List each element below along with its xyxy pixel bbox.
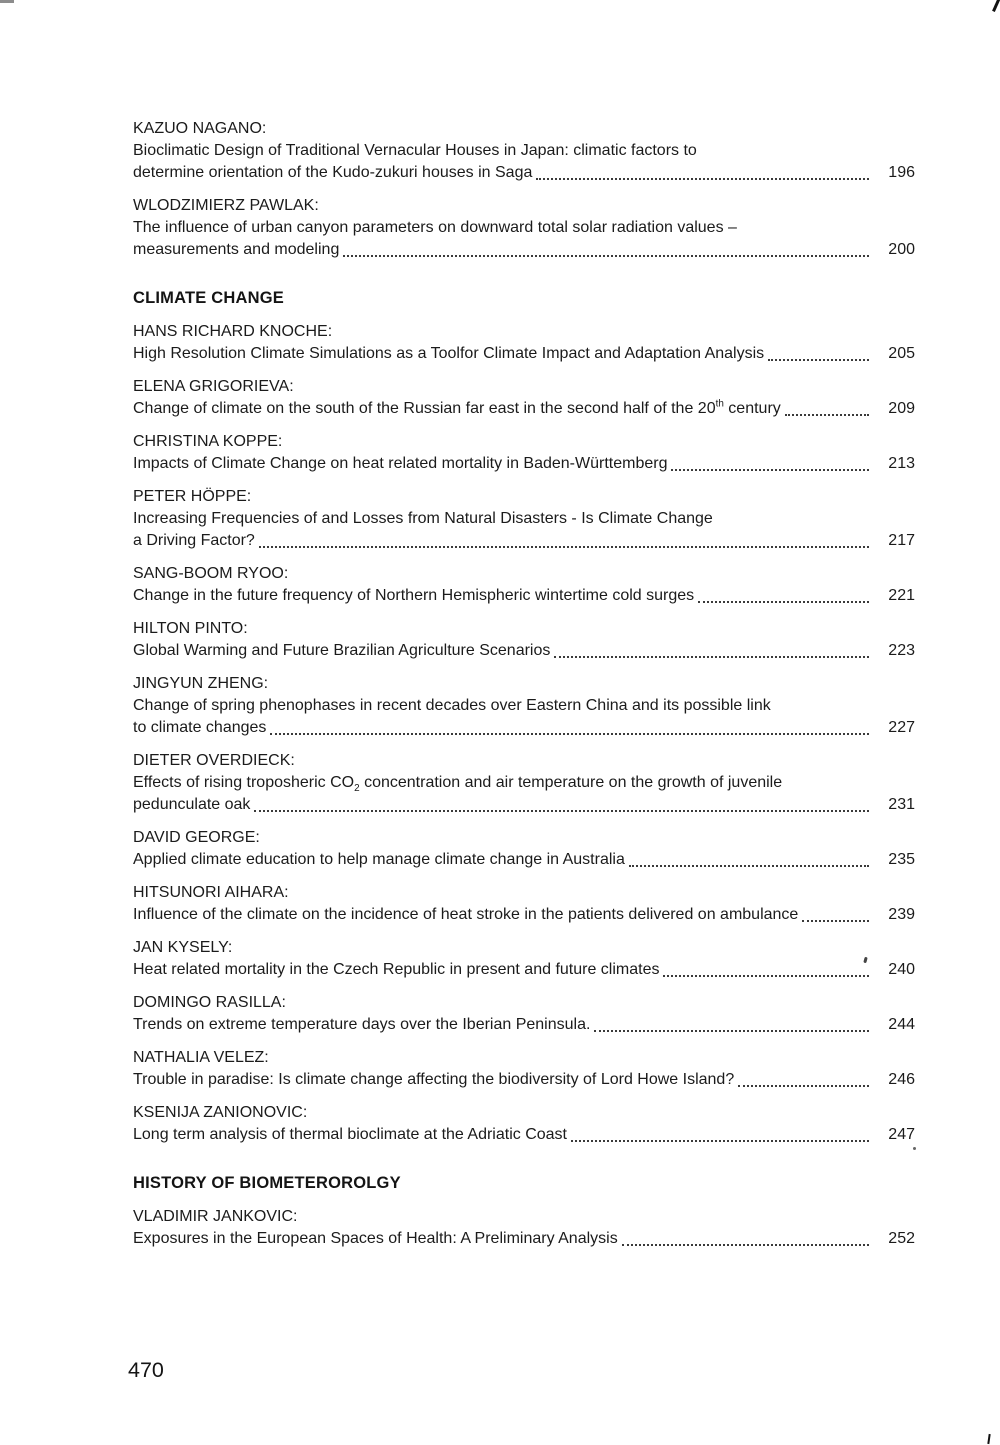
entry-title-line: Effects of rising troposheric $CO_2$ concentration and air temperature on the growth of juvenile <box>133 774 783 795</box>
entry-title-text: High Resolution Climate Simulations as a Toolfor Climate Impact and Adaptation Analysis <box>133 345 765 362</box>
entry-last-line <box>133 717 915 739</box>
entry-title-lines <box>133 217 915 261</box>
dotted-leader <box>802 920 869 922</box>
entry-last-line <box>133 904 915 926</box>
entry-page-number: 221 <box>888 587 915 604</box>
dotted-leader <box>698 601 869 603</box>
entry-last-line <box>133 398 915 420</box>
entry-author: DIETER OVERDIECK: <box>133 752 295 769</box>
entry-last-line <box>133 343 915 365</box>
dotted-leader <box>738 1085 869 1087</box>
entry-author: HILTON PINTO: <box>133 620 248 637</box>
dotted-leader <box>785 414 869 416</box>
entry-last-line <box>133 1124 915 1146</box>
entry-title-lines <box>133 849 915 871</box>
entry-title-text: Impacts of Climate Change on heat related mortality in Baden-Württemberg <box>133 455 668 472</box>
dotted-leader <box>536 178 869 180</box>
toc-section <box>133 118 915 261</box>
entry-title-text: Applied climate education to help manage climate change in Australia <box>133 851 625 868</box>
entry-title-lines <box>133 1014 915 1036</box>
entry-title-lines <box>133 640 915 662</box>
page-number-footer: 470 <box>128 1358 164 1382</box>
entry-author: CHRISTINA KOPPE: <box>133 433 283 450</box>
entry-title-lines <box>133 585 915 607</box>
dotted-leader <box>629 865 869 867</box>
entry-title-text: pedunculate oak <box>133 796 251 813</box>
section-entries <box>133 118 915 261</box>
toc-entry <box>133 486 915 552</box>
entry-title-lines <box>133 140 915 184</box>
entry-title-lines <box>133 453 915 475</box>
entry-page-number: 235 <box>888 851 915 868</box>
entry-page-number: 252 <box>888 1230 915 1247</box>
dotted-leader <box>671 469 869 471</box>
entry-page-number: 244 <box>888 1016 915 1033</box>
entry-title-text: Long term analysis of thermal bioclimate at the Adriatic Coast <box>133 1126 567 1143</box>
entry-author: WLODZIMIERZ PAWLAK: <box>133 197 319 214</box>
entry-last-line <box>133 162 915 184</box>
toc-entry <box>133 750 915 816</box>
entry-page-number: 217 <box>888 532 915 549</box>
entry-title-text: Change of climate on the south of the Russian far east in the second half of the 20th century <box>133 398 781 417</box>
entry-title-lines <box>133 772 915 816</box>
dotted-leader <box>663 975 869 977</box>
entry-last-line <box>133 585 915 607</box>
entry-page-number: 246 <box>888 1071 915 1088</box>
section-heading: HISTORY OF BIOMETEROROLGY <box>133 1174 401 1192</box>
entry-title-lines <box>133 1228 915 1250</box>
entry-page-number: 209 <box>888 400 915 417</box>
entry-last-line <box>133 453 915 475</box>
toc-entry <box>133 118 915 184</box>
entry-last-line <box>133 1014 915 1036</box>
entry-page-number: 231 <box>888 796 915 813</box>
entry-title-text: Change in the future frequency of Northern Hemispheric wintertime cold surges <box>133 587 695 604</box>
toc-entry <box>133 563 915 607</box>
entry-author: SANG-BOOM RYOO: <box>133 565 289 582</box>
entry-last-line <box>133 1228 915 1250</box>
entry-title-text: measurements and modeling <box>133 241 340 258</box>
entry-title-lines <box>133 1069 915 1091</box>
entry-page-number: 200 <box>888 241 915 258</box>
entry-last-line <box>133 640 915 662</box>
entry-last-line <box>133 1069 915 1091</box>
toc-entry <box>133 937 915 981</box>
section-heading: CLIMATE CHANGE <box>133 289 284 307</box>
entry-title-line: Change of spring phenophases in recent decades over Eastern China and its possible link <box>133 697 771 714</box>
toc-entry <box>133 321 915 365</box>
entry-title-line: Bioclimatic Design of Traditional Vernacular Houses in Japan: climatic factors to <box>133 142 697 159</box>
entry-title-lines <box>133 695 915 739</box>
entry-author: NATHALIA VELEZ: <box>133 1049 269 1066</box>
toc-section <box>133 287 915 1146</box>
entry-author: HANS RICHARD KNOCHE: <box>133 323 333 340</box>
entry-author: DAVID GEORGE: <box>133 829 260 846</box>
entry-title-line: The influence of urban canyon parameters on downward total solar radiation values – <box>133 219 737 236</box>
entry-author: JINGYUN ZHENG: <box>133 675 269 692</box>
toc-entry <box>133 1047 915 1091</box>
dotted-leader <box>270 733 869 735</box>
toc-entry <box>133 1206 915 1250</box>
entry-title-lines <box>133 959 915 981</box>
dotted-leader <box>343 255 869 257</box>
dotted-leader <box>254 810 869 812</box>
entry-title-text: Global Warming and Future Brazilian Agriculture Scenarios <box>133 642 551 659</box>
section-entries <box>133 321 915 1146</box>
dotted-leader <box>622 1244 869 1246</box>
entry-title-lines <box>133 508 915 552</box>
dotted-leader <box>594 1030 869 1032</box>
scan-artifact-corner-mark <box>987 1434 990 1444</box>
entry-title-text: Heat related mortality in the Czech Republic in present and future climates <box>133 961 660 978</box>
dotted-leader <box>768 359 869 361</box>
entry-last-line <box>133 530 915 552</box>
entry-author: KAZUO NAGANO: <box>133 120 267 137</box>
entry-author: PETER HÖPPE: <box>133 488 252 505</box>
entry-page-number: 213 <box>888 455 915 472</box>
entry-page-number: 196 <box>888 164 915 181</box>
entry-page-number: 223 <box>888 642 915 659</box>
entry-last-line <box>133 849 915 871</box>
entry-last-line <box>133 959 915 981</box>
entry-title-text: Trends on extreme temperature days over the Iberian Peninsula. <box>133 1016 591 1033</box>
entry-title-lines <box>133 1124 915 1146</box>
toc-entry <box>133 992 915 1036</box>
entry-author: JAN KYSELY: <box>133 939 233 956</box>
toc-entry <box>133 376 915 420</box>
entry-title-text: Trouble in paradise: Is climate change affecting the biodiversity of Lord Howe Island? <box>133 1071 735 1088</box>
toc-entry <box>133 882 915 926</box>
entry-title-text: Exposures in the European Spaces of Health: A Preliminary Analysis <box>133 1230 618 1247</box>
entry-author: HITSUNORI AIHARA: <box>133 884 289 901</box>
toc-section <box>133 1172 915 1250</box>
entry-page-number: 205 <box>888 345 915 362</box>
entry-page-number: 239 <box>888 906 915 923</box>
toc-entry <box>133 431 915 475</box>
entry-title-text: determine orientation of the Kudo-zukuri houses in Saga <box>133 164 533 181</box>
entry-page-number: 240 <box>888 961 915 978</box>
entry-title-lines <box>133 343 915 365</box>
dotted-leader <box>259 546 869 548</box>
entry-last-line <box>133 239 915 261</box>
section-entries <box>133 1206 915 1250</box>
entry-last-line <box>133 794 915 816</box>
entry-author: ELENA GRIGORIEVA: <box>133 378 294 395</box>
entry-title-line: Increasing Frequencies of and Losses from Natural Disasters - Is Climate Change <box>133 510 713 527</box>
dotted-leader <box>571 1140 869 1142</box>
entry-author: KSENIJA ZANIONOVIC: <box>133 1104 308 1121</box>
entry-title-text: a Driving Factor? <box>133 532 255 549</box>
entry-page-number: 227 <box>888 719 915 736</box>
dotted-leader <box>554 656 869 658</box>
entry-title-text: to climate changes <box>133 719 267 736</box>
toc-entry <box>133 1102 915 1146</box>
entry-title-text: Influence of the climate on the incidence of heat stroke in the patients delivered on ambulance <box>133 906 799 923</box>
toc-entry <box>133 618 915 662</box>
entry-title-lines <box>133 904 915 926</box>
entry-page-number: 247 <box>888 1126 915 1143</box>
toc-entry <box>133 827 915 871</box>
entry-author: DOMINGO RASILLA: <box>133 994 286 1011</box>
toc-entry <box>133 195 915 261</box>
toc-entry <box>133 673 915 739</box>
entry-author: VLADIMIR JANKOVIC: <box>133 1208 298 1225</box>
entry-title-lines <box>133 398 915 420</box>
